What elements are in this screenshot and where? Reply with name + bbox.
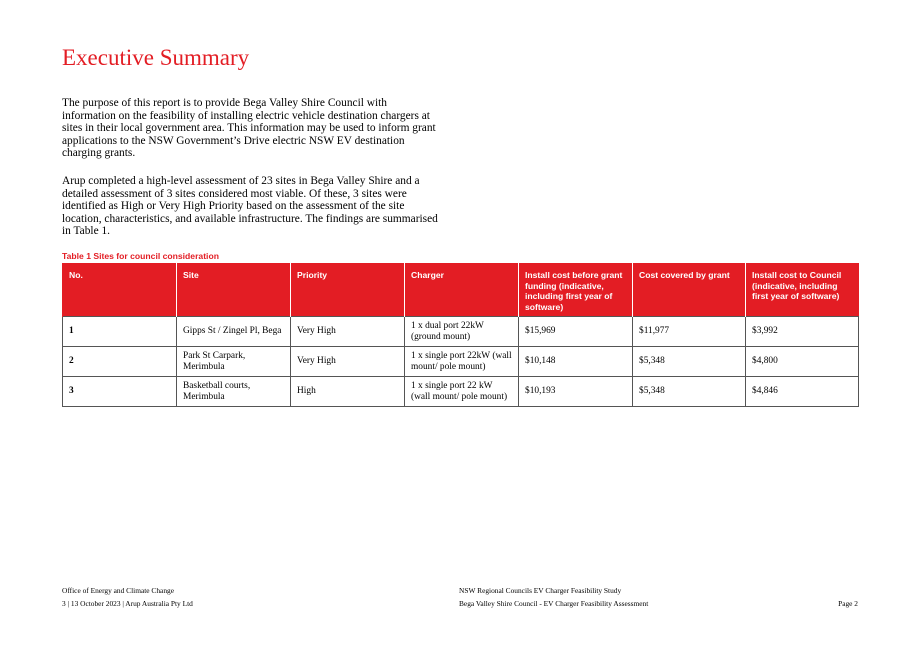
header-no: No. bbox=[63, 263, 177, 317]
footer-center-line1: NSW Regional Councils EV Charger Feasibility Study bbox=[459, 586, 622, 595]
row-cost-covered-by-grant: $5,348 bbox=[633, 347, 746, 377]
table-row bbox=[63, 317, 859, 347]
row-cost-covered-by-grant: $5,348 bbox=[633, 377, 746, 407]
header-install-cost-to-council: Install cost to Council (indicative, including first year of software) bbox=[746, 263, 859, 317]
table-header-row bbox=[63, 263, 859, 317]
row-install-cost-to-council: $3,992 bbox=[746, 317, 859, 347]
row-number: 3 bbox=[63, 377, 177, 407]
row-site: Park St Carpark, Merimbula bbox=[177, 347, 291, 377]
intro-paragraph: The purpose of this report is to provide Bega Valley Shire Council with information on the feasibility of installing electric vehicle destination chargers at sites in their local government area. This information may be used to inform grant applications to the NSW Government’s Drive electric NSW EV destination charging grants. bbox=[62, 97, 436, 160]
row-site: Gipps St / Zingel Pl, Bega bbox=[177, 317, 291, 347]
assessment-paragraph: Arup completed a high-level assessment of 23 sites in Bega Valley Shire and a detailed assessment of 3 sites considered most viable. Of these, 3 sites were identified as High or Very High Priority based on the assessment of the site location, characteristics, and available infrastructure. The findings are summarised in Table 1. bbox=[62, 175, 438, 238]
header-cost-covered-by-grant: Cost covered by grant bbox=[633, 263, 746, 317]
header-charger: Charger bbox=[405, 263, 519, 317]
row-install-cost-to-council: $4,800 bbox=[746, 347, 859, 377]
row-charger: 1 x dual port 22kW (ground mount) bbox=[405, 317, 519, 347]
row-number: 1 bbox=[63, 317, 177, 347]
footer-left-line1: Office of Energy and Climate Change bbox=[62, 586, 174, 595]
row-priority: Very High bbox=[291, 317, 405, 347]
header-site: Site bbox=[177, 263, 291, 317]
row-install-cost-before-grant: $10,148 bbox=[519, 347, 633, 377]
row-priority: Very High bbox=[291, 347, 405, 377]
row-install-cost-before-grant: $15,969 bbox=[519, 317, 633, 347]
table-caption: Table 1 Sites for council consideration bbox=[62, 251, 219, 261]
header-install-cost-before-grant: Install cost before grant funding (indicative, including first year of software) bbox=[519, 263, 633, 317]
header-priority: Priority bbox=[291, 263, 405, 317]
footer-center-line2: Bega Valley Shire Council - EV Charger Feasibility Assessment bbox=[459, 599, 649, 608]
row-install-cost-before-grant: $10,193 bbox=[519, 377, 633, 407]
row-charger: 1 x single port 22kW (wall mount/ pole mount) bbox=[405, 347, 519, 377]
row-number: 2 bbox=[63, 347, 177, 377]
table-row bbox=[63, 377, 859, 407]
row-priority: High bbox=[291, 377, 405, 407]
page-title: Executive Summary bbox=[62, 45, 250, 70]
footer-page-number: Page 2 bbox=[838, 599, 858, 608]
row-install-cost-to-council: $4,846 bbox=[746, 377, 859, 407]
row-site: Basketball courts, Merimbula bbox=[177, 377, 291, 407]
sites-table bbox=[62, 263, 859, 407]
row-cost-covered-by-grant: $11,977 bbox=[633, 317, 746, 347]
footer-left-line2: 3 | 13 October 2023 | Arup Australia Pty Ltd bbox=[62, 599, 193, 608]
table-row bbox=[63, 347, 859, 377]
row-charger: 1 x single port 22 kW (wall mount/ pole mount) bbox=[405, 377, 519, 407]
